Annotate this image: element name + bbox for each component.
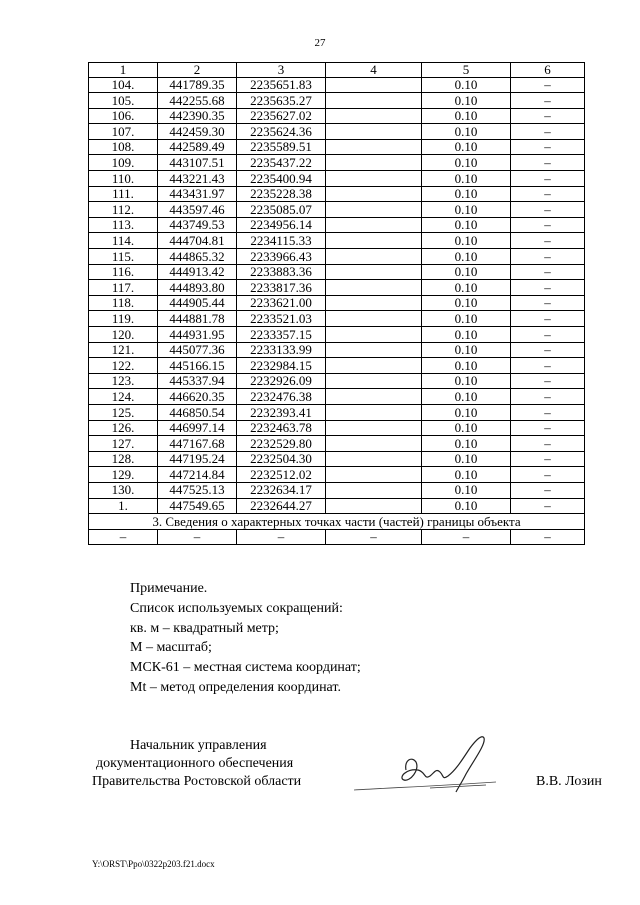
table-cell: 118.	[89, 295, 158, 311]
table-cell: 2235589.51	[237, 139, 326, 155]
table-cell: 2232529.80	[237, 436, 326, 452]
table-cell: 443749.53	[158, 217, 237, 233]
table-cell: 446620.35	[158, 389, 237, 405]
blank-cell	[326, 451, 422, 467]
blank-cell	[326, 327, 422, 343]
table-cell: –	[511, 373, 585, 389]
table-cell: –	[511, 233, 585, 249]
notes-block	[130, 579, 361, 698]
notes-title: Примечание.	[130, 581, 208, 596]
table-cell: 119.	[89, 311, 158, 327]
table-cell: 2232984.15	[237, 358, 326, 374]
table-row	[89, 295, 585, 311]
table-cell: –	[511, 93, 585, 109]
table-cell: 125.	[89, 404, 158, 420]
table-cell: –	[511, 342, 585, 358]
table-cell: 2232512.02	[237, 467, 326, 483]
table-cell: –	[511, 389, 585, 405]
table-cell: 2233817.36	[237, 280, 326, 296]
header-cell: 4	[326, 63, 422, 78]
table-cell: 117.	[89, 280, 158, 296]
table-cell: 443107.51	[158, 155, 237, 171]
table-cell: –	[511, 155, 585, 171]
table-cell: 2232926.09	[237, 373, 326, 389]
table-cell: –	[511, 482, 585, 498]
notes-line: Mt – метод определения координат.	[130, 679, 341, 695]
blank-cell	[326, 202, 422, 218]
table-cell: 129.	[89, 467, 158, 483]
table-cell: –	[422, 529, 511, 545]
table-cell: 444881.78	[158, 311, 237, 327]
table-cell: 0.10	[422, 358, 511, 374]
table-cell: 116.	[89, 264, 158, 280]
table-cell: 441789.35	[158, 77, 237, 93]
table-cell: 444893.80	[158, 280, 237, 296]
table-row	[89, 311, 585, 327]
table-cell: 104.	[89, 77, 158, 93]
notes-line: М – масштаб;	[130, 640, 212, 656]
table-cell: –	[511, 467, 585, 483]
table-cell: 0.10	[422, 202, 511, 218]
table-cell: –	[511, 404, 585, 420]
table-cell: 126.	[89, 420, 158, 436]
notes-line: кв. м – квадратный метр;	[130, 620, 279, 636]
table-cell: 446997.14	[158, 420, 237, 436]
table-cell: 0.10	[422, 108, 511, 124]
blank-cell	[326, 108, 422, 124]
table-row	[89, 108, 585, 124]
table-cell: –	[511, 264, 585, 280]
table-cell: 112.	[89, 202, 158, 218]
blank-cell	[326, 233, 422, 249]
table-cell: 2235228.38	[237, 186, 326, 202]
table-cell: 442589.49	[158, 139, 237, 155]
table-cell: 0.10	[422, 77, 511, 93]
blank-cell	[326, 124, 422, 140]
table-row	[89, 280, 585, 296]
blank-cell	[326, 217, 422, 233]
table-cell: –	[511, 124, 585, 140]
blank-cell	[326, 482, 422, 498]
table-cell: 0.10	[422, 482, 511, 498]
table-cell: 444704.81	[158, 233, 237, 249]
notes-line: Список используемых сокращений:	[130, 600, 343, 616]
table-cell: –	[511, 327, 585, 343]
header-cell: 1	[89, 63, 158, 78]
table-cell: –	[326, 529, 422, 545]
file-path: Y:\ORST\Ppo\0322p203.f21.docx	[92, 859, 215, 869]
blank-cell	[326, 311, 422, 327]
table-cell: 0.10	[422, 327, 511, 343]
blank-cell	[326, 404, 422, 420]
table-cell: –	[237, 529, 326, 545]
table-cell: 0.10	[422, 342, 511, 358]
table-cell: –	[158, 529, 237, 545]
table-cell: 445337.94	[158, 373, 237, 389]
table-cell: 1.	[89, 498, 158, 514]
blank-cell	[326, 420, 422, 436]
blank-cell	[326, 295, 422, 311]
table-cell: –	[511, 249, 585, 265]
table-cell: 2233966.43	[237, 249, 326, 265]
table-header-row	[89, 63, 585, 78]
table-cell: 443221.43	[158, 171, 237, 187]
table-cell: 111.	[89, 186, 158, 202]
table-cell: 0.10	[422, 311, 511, 327]
table-cell: –	[511, 529, 585, 545]
blank-cell	[326, 467, 422, 483]
table-cell: 121.	[89, 342, 158, 358]
table-cell: –	[511, 311, 585, 327]
table-cell: 443431.97	[158, 186, 237, 202]
blank-cell	[326, 280, 422, 296]
table-row	[89, 420, 585, 436]
table-cell: 122.	[89, 358, 158, 374]
table-cell: 444865.32	[158, 249, 237, 265]
table-cell: 0.10	[422, 280, 511, 296]
table-cell: –	[511, 108, 585, 124]
section-title: 3. Сведения о характерных точках части (частей) границы объекта	[89, 514, 585, 530]
table-row	[89, 327, 585, 343]
table-cell: 447549.65	[158, 498, 237, 514]
table-row	[89, 155, 585, 171]
table-row	[89, 202, 585, 218]
table-cell: 2234956.14	[237, 217, 326, 233]
table-cell: –	[511, 186, 585, 202]
table-cell: –	[511, 280, 585, 296]
table-cell: –	[511, 77, 585, 93]
table-row	[89, 482, 585, 498]
table-cell: –	[511, 420, 585, 436]
table-cell: 0.10	[422, 389, 511, 405]
table-cell: –	[511, 295, 585, 311]
blank-cell	[326, 358, 422, 374]
table-cell: 2234115.33	[237, 233, 326, 249]
table-cell: 0.10	[422, 171, 511, 187]
signatory-title-line: документационного обеспечения	[96, 756, 294, 771]
blank-cell	[326, 373, 422, 389]
table-cell: 0.10	[422, 420, 511, 436]
notes-line: МСК-61 – местная система координат;	[130, 660, 361, 676]
table-cell: 107.	[89, 124, 158, 140]
table-cell: 0.10	[422, 467, 511, 483]
table-row	[89, 186, 585, 202]
table-cell: 2232476.38	[237, 389, 326, 405]
blank-cell	[326, 498, 422, 514]
table-cell: –	[511, 139, 585, 155]
table-row	[89, 217, 585, 233]
empty-row	[89, 529, 585, 545]
table-cell: –	[511, 436, 585, 452]
table-cell: 0.10	[422, 264, 511, 280]
blank-cell	[326, 249, 422, 265]
table-row	[89, 404, 585, 420]
table-cell: 130.	[89, 482, 158, 498]
blank-cell	[326, 77, 422, 93]
table-cell: 0.10	[422, 373, 511, 389]
signatory-title	[92, 737, 301, 791]
table-cell: 0.10	[422, 498, 511, 514]
table-cell: 442390.35	[158, 108, 237, 124]
table-cell: 447195.24	[158, 451, 237, 467]
table-cell: 442459.30	[158, 124, 237, 140]
table-row	[89, 124, 585, 140]
table-cell: 115.	[89, 249, 158, 265]
table-cell: 2233357.15	[237, 327, 326, 343]
table-row	[89, 233, 585, 249]
table-cell: 447525.13	[158, 482, 237, 498]
table-cell: –	[511, 498, 585, 514]
table-cell: –	[511, 217, 585, 233]
table-cell: 444931.95	[158, 327, 237, 343]
table-cell: 2232504.30	[237, 451, 326, 467]
table-cell: 2235627.02	[237, 108, 326, 124]
table-cell: 447214.84	[158, 467, 237, 483]
table-row	[89, 373, 585, 389]
table-row	[89, 498, 585, 514]
table-cell: 2235400.94	[237, 171, 326, 187]
table-cell: 2235651.83	[237, 77, 326, 93]
blank-cell	[326, 186, 422, 202]
table-cell: 445077.36	[158, 342, 237, 358]
table-cell: 446850.54	[158, 404, 237, 420]
table-cell: 2235437.22	[237, 155, 326, 171]
table-cell: 2233621.00	[237, 295, 326, 311]
table-cell: 0.10	[422, 436, 511, 452]
table-body	[89, 77, 585, 514]
table-row	[89, 249, 585, 265]
blank-cell	[326, 436, 422, 452]
table-cell: 108.	[89, 139, 158, 155]
table-cell: 443597.46	[158, 202, 237, 218]
table-row	[89, 139, 585, 155]
table-cell: 444913.42	[158, 264, 237, 280]
table-cell: 442255.68	[158, 93, 237, 109]
table-row	[89, 436, 585, 452]
table-cell: 114.	[89, 233, 158, 249]
table-cell: 2232634.17	[237, 482, 326, 498]
table-row	[89, 358, 585, 374]
table-cell: 0.10	[422, 249, 511, 265]
table-cell: 0.10	[422, 233, 511, 249]
table-cell: 0.10	[422, 124, 511, 140]
coordinates-table	[88, 62, 585, 545]
table-cell: 0.10	[422, 186, 511, 202]
table-cell: 2232463.78	[237, 420, 326, 436]
table-cell: –	[89, 529, 158, 545]
section-row	[89, 514, 585, 530]
table-row	[89, 93, 585, 109]
blank-cell	[326, 139, 422, 155]
table-cell: 2233133.99	[237, 342, 326, 358]
table-cell: 2232393.41	[237, 404, 326, 420]
table-cell: 123.	[89, 373, 158, 389]
table-cell: 2235085.07	[237, 202, 326, 218]
table-cell: 444905.44	[158, 295, 237, 311]
table-cell: –	[511, 451, 585, 467]
table-cell: 120.	[89, 327, 158, 343]
table-cell: 2233883.36	[237, 264, 326, 280]
table-cell: 109.	[89, 155, 158, 171]
table-cell: 106.	[89, 108, 158, 124]
table-cell: 0.10	[422, 139, 511, 155]
table-cell: –	[511, 171, 585, 187]
page-number: 27	[314, 37, 326, 49]
table-row	[89, 264, 585, 280]
header-cell: 2	[158, 63, 237, 78]
table-cell: 0.10	[422, 217, 511, 233]
blank-cell	[326, 93, 422, 109]
table-cell: 105.	[89, 93, 158, 109]
header-cell: 3	[237, 63, 326, 78]
table-cell: 110.	[89, 171, 158, 187]
signatory-title-line: Правительства Ростовской области	[92, 774, 302, 789]
header-cell: 6	[511, 63, 585, 78]
table-row	[89, 342, 585, 358]
table-row	[89, 451, 585, 467]
table-cell: 0.10	[422, 404, 511, 420]
table-cell: 127.	[89, 436, 158, 452]
blank-cell	[326, 342, 422, 358]
table-cell: 447167.68	[158, 436, 237, 452]
table-cell: 2235624.36	[237, 124, 326, 140]
table-cell: 2232644.27	[237, 498, 326, 514]
table-cell: –	[511, 202, 585, 218]
table-cell: 2235635.27	[237, 93, 326, 109]
table-cell: 128.	[89, 451, 158, 467]
table-cell: 445166.15	[158, 358, 237, 374]
table-row	[89, 77, 585, 93]
table-row	[89, 171, 585, 187]
header-cell: 5	[422, 63, 511, 78]
table-cell: 0.10	[422, 295, 511, 311]
table-cell: 124.	[89, 389, 158, 405]
handwritten-signature	[346, 730, 506, 800]
table-cell: 0.10	[422, 451, 511, 467]
table-cell: 113.	[89, 217, 158, 233]
table-cell: 0.10	[422, 155, 511, 171]
blank-cell	[326, 171, 422, 187]
blank-cell	[326, 389, 422, 405]
table-cell: 2233521.03	[237, 311, 326, 327]
table-cell: –	[511, 358, 585, 374]
table-row	[89, 467, 585, 483]
blank-cell	[326, 264, 422, 280]
table-row	[89, 389, 585, 405]
signatory-name: В.В. Лозин	[536, 774, 602, 789]
blank-cell	[326, 155, 422, 171]
table-cell: 0.10	[422, 93, 511, 109]
signatory-title-line: Начальник управления	[130, 738, 267, 753]
